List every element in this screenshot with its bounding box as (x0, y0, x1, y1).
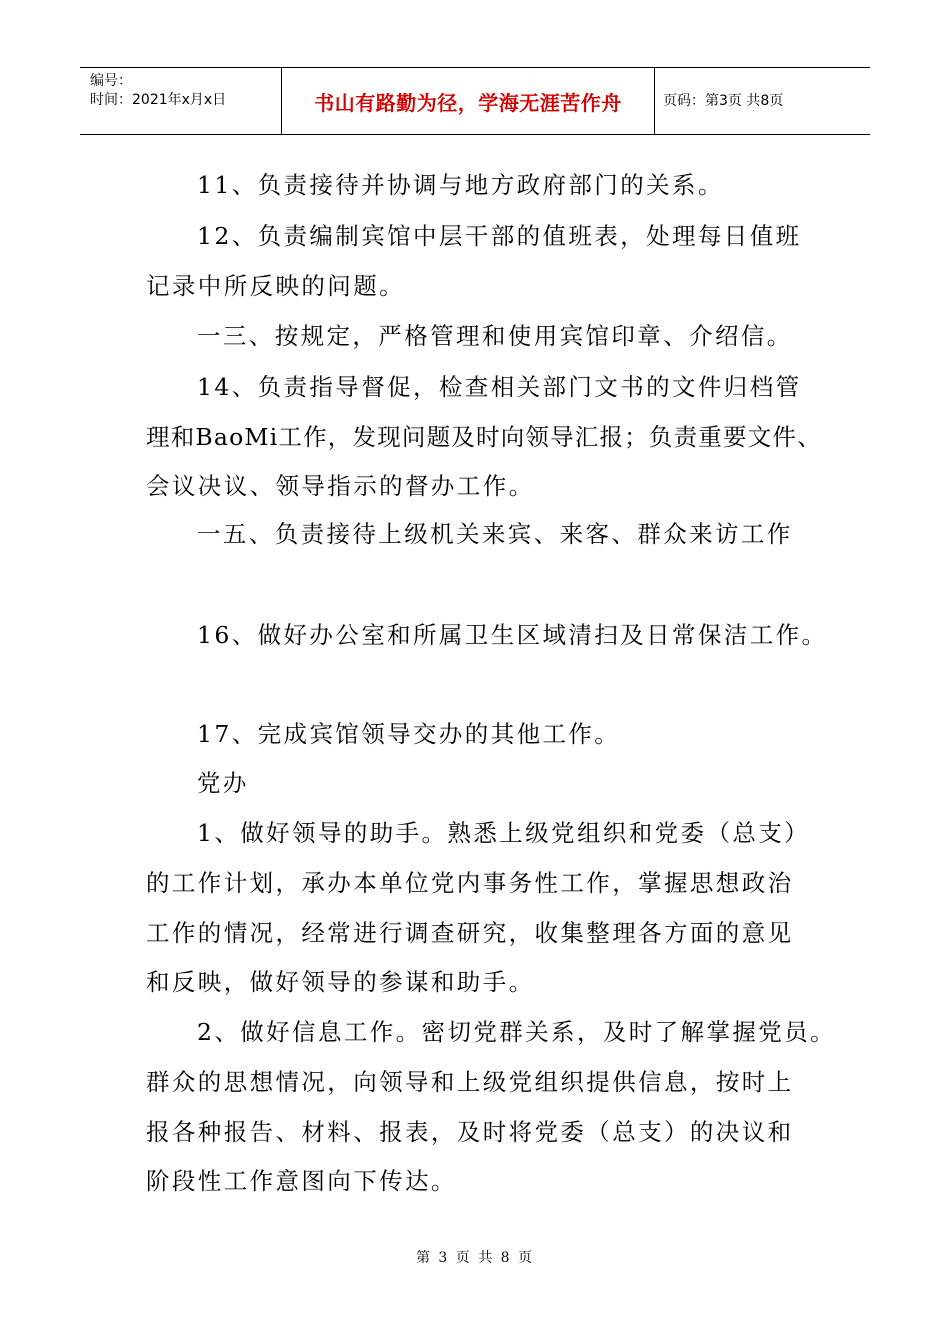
body-line: 11、负责接待并协调与地方政府部门的关系。 (197, 171, 724, 199)
body-line: 和反映，做好领导的参谋和助手。 (146, 968, 535, 996)
page-header (80, 67, 870, 135)
header-page-cell (655, 68, 870, 134)
body-line: 16、做好办公室和所属卫生区域清扫及日常保洁工作。 (197, 621, 828, 649)
document-date: 时间：2021年x月x日 (90, 92, 227, 108)
body-line: 17、完成宾馆领导交办的其他工作。 (197, 720, 621, 748)
body-line: 会议决议、领导指示的督办工作。 (146, 472, 535, 500)
body-line: 工作的情况，经常进行调查研究，收集整理各方面的意见 (146, 919, 794, 947)
header-motto: 书山有路勤为径，学海无涯苦作舟 (314, 90, 622, 115)
body-line: 记录中所反映的问题。 (146, 272, 405, 300)
body-line: 的工作计划，承办本单位党内事务性工作，掌握思想政治 (146, 869, 794, 897)
body-line: 2、做好信息工作。密切党群关系，及时了解掌握党员。 (197, 1018, 836, 1046)
page-footer: 第 3 页 共 8 页 (415, 1250, 535, 1266)
header-meta-cell (80, 68, 282, 134)
body-line: 一三、按规定，严格管理和使用宾馆印章、介绍信。 (197, 322, 793, 350)
body-line: 理和BaoMi工作，发现问题及时向领导汇报；负责重要文件、 (146, 423, 822, 451)
document-number: 编号： (90, 73, 132, 89)
body-line: 党办 (197, 769, 249, 797)
header-motto-cell (282, 68, 655, 134)
body-line: 报各种报告、材料、报表，及时将党委（总支）的决议和 (146, 1118, 794, 1146)
body-line: 14、负责指导督促，检查相关部门文书的文件归档管 (197, 373, 802, 401)
body-line: 12、负责编制宾馆中层干部的值班表，处理每日值班 (197, 222, 802, 250)
header-page-info: 页码：第3页 共8页 (663, 92, 784, 109)
body-line: 阶段性工作意图向下传达。 (146, 1167, 457, 1195)
body-line: 1、做好领导的助手。熟悉上级党组织和党委（总支） (197, 819, 811, 847)
body-line: 群众的思想情况，向领导和上级党组织提供信息，按时上 (146, 1068, 794, 1096)
body-line: 一五、负责接待上级机关来宾、来客、群众来访工作 (197, 520, 793, 548)
